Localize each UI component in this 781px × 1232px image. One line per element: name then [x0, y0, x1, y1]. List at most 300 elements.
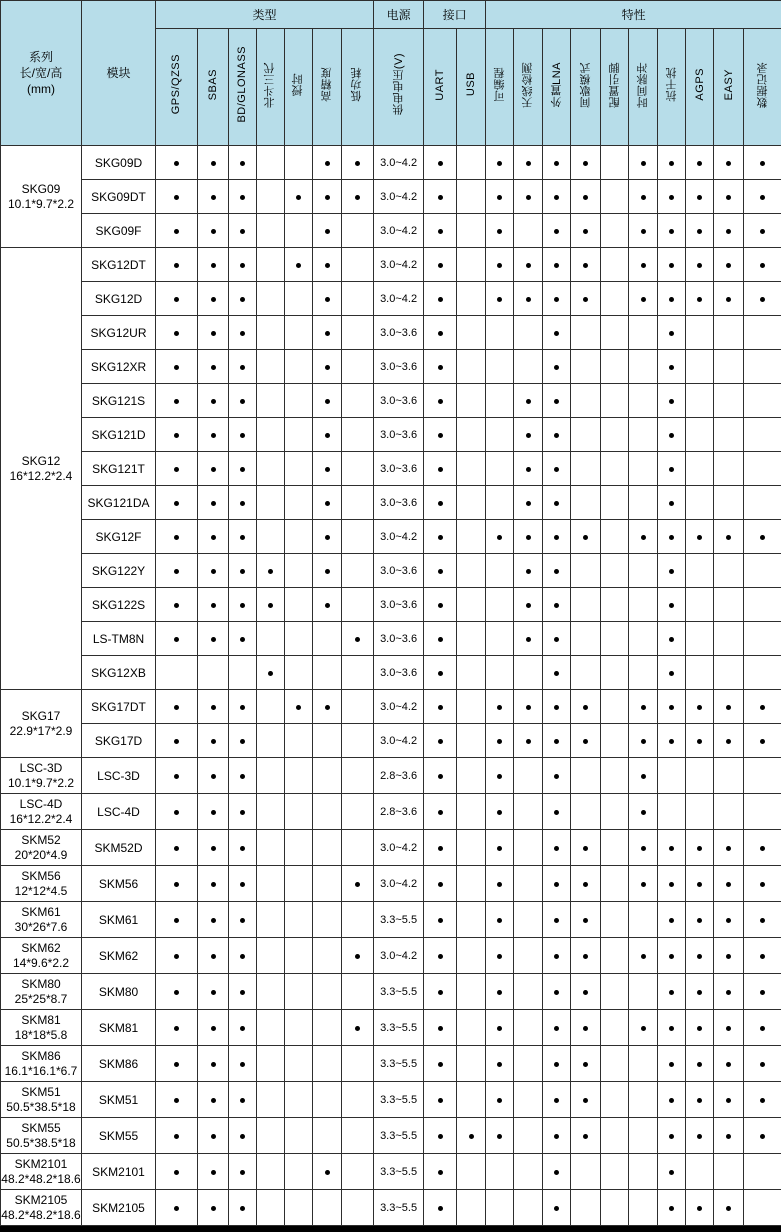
type-cell: [229, 690, 257, 724]
series-cell: [1, 794, 82, 830]
feature-cell: [658, 938, 686, 974]
dot-icon: [526, 399, 531, 404]
feature-cell: [543, 248, 571, 282]
dot-icon: [211, 990, 216, 995]
feature-cell: [601, 282, 629, 316]
type-cell: [342, 974, 374, 1010]
dot-icon: [497, 535, 502, 540]
voltage-cell: 3.0~4.2: [374, 180, 424, 214]
dot-icon: [174, 954, 179, 959]
feature-cell: [543, 758, 571, 794]
series-name: SKM2101: [1, 1157, 81, 1172]
type-cell: [257, 1118, 285, 1154]
type-cell: [229, 1082, 257, 1118]
type-cell: [257, 938, 285, 974]
module-name: SKG12XR: [82, 350, 156, 384]
feature-cell: [571, 656, 601, 690]
column-header-text: USB: [465, 72, 477, 96]
feature-cell: [486, 902, 514, 938]
type-cell: [156, 316, 198, 350]
dot-icon: [438, 671, 443, 676]
dot-icon: [174, 399, 179, 404]
table-row: [1, 1010, 781, 1046]
feature-cell: [601, 794, 629, 830]
dot-icon: [438, 229, 443, 234]
type-cell: [229, 724, 257, 758]
feature-cell: [714, 974, 744, 1010]
module-name: SKM2105: [82, 1190, 156, 1226]
voltage-cell: 3.3~5.5: [374, 974, 424, 1010]
feature-cell: [486, 794, 514, 830]
feature-cell: [658, 146, 686, 180]
feature-cell: [543, 794, 571, 830]
series-size: 16.1*16.1*6.7: [1, 1064, 81, 1079]
voltage-cell: 3.0~3.6: [374, 316, 424, 350]
type-cell: [156, 1082, 198, 1118]
type-cell: [257, 622, 285, 656]
feature-cell: [658, 830, 686, 866]
feature-cell: [514, 1154, 543, 1190]
feature-cell: [658, 554, 686, 588]
dot-icon: [554, 433, 559, 438]
dot-icon: [526, 569, 531, 574]
feature-cell: [486, 724, 514, 758]
dot-icon: [583, 990, 588, 995]
dot-icon: [240, 990, 245, 995]
feature-cell: [744, 690, 781, 724]
type-cell: [313, 830, 342, 866]
dot-icon: [554, 161, 559, 166]
feature-cell: [543, 938, 571, 974]
dot-icon: [526, 195, 531, 200]
type-cell: [285, 214, 313, 248]
type-cell: [313, 1010, 342, 1046]
type-cell: [257, 418, 285, 452]
feature-cell: [571, 282, 601, 316]
type-cell: [156, 146, 198, 180]
feature-cell: [571, 418, 601, 452]
dot-icon: [554, 637, 559, 642]
feature-cell: [629, 520, 658, 554]
type-cell: [285, 180, 313, 214]
feature-cell: [686, 384, 714, 418]
feature-cell: [601, 180, 629, 214]
type-cell: [198, 316, 229, 350]
dot-icon: [355, 954, 360, 959]
dot-icon: [554, 846, 559, 851]
column-header-text: 高精度: [321, 67, 333, 102]
feature-cell: [714, 1154, 744, 1190]
feature-cell: [514, 520, 543, 554]
dot-icon: [240, 433, 245, 438]
interface-cell: [424, 418, 457, 452]
series-cell: [1, 1082, 82, 1118]
feature-cell: [629, 830, 658, 866]
dot-icon: [554, 467, 559, 472]
series-size: 30*26*7.6: [1, 920, 81, 935]
feature-cell: [543, 554, 571, 588]
table-row: [1, 830, 781, 866]
feature-cell: [629, 724, 658, 758]
type-cell: [257, 724, 285, 758]
feature-cell: [658, 588, 686, 622]
type-cell: [285, 690, 313, 724]
type-cell: [156, 214, 198, 248]
feature-cell: [686, 1046, 714, 1082]
interface-cell: [424, 1154, 457, 1190]
type-cell: [198, 974, 229, 1010]
dot-icon: [669, 603, 674, 608]
table-row: [1, 724, 781, 758]
type-cell: [198, 656, 229, 690]
feature-cell: [601, 902, 629, 938]
column-header-text: EASY: [723, 69, 735, 100]
feature-cell: [686, 554, 714, 588]
feature-cell: [714, 1190, 744, 1226]
interface-cell: [424, 1046, 457, 1082]
feature-cell: [714, 830, 744, 866]
dot-icon: [240, 637, 245, 642]
feature-cell: [486, 418, 514, 452]
dot-icon: [211, 433, 216, 438]
dot-icon: [497, 846, 502, 851]
type-cell: [342, 384, 374, 418]
feature-cell: [571, 974, 601, 1010]
type-cell: [229, 452, 257, 486]
feature-cell: [543, 1190, 571, 1226]
dot-icon: [554, 1170, 559, 1175]
type-cell: [285, 282, 313, 316]
type-cell: [342, 794, 374, 830]
type-cell: [229, 758, 257, 794]
feature-cell: [744, 1082, 781, 1118]
column-group-label: 类型: [156, 1, 374, 29]
feature-cell: [686, 146, 714, 180]
feature-cell: [629, 180, 658, 214]
type-cell: [285, 520, 313, 554]
dot-icon: [240, 1206, 245, 1211]
series-cell: [1, 866, 82, 902]
dot-icon: [526, 739, 531, 744]
table-row: [1, 350, 781, 384]
type-cell: [285, 974, 313, 1010]
dot-icon: [211, 535, 216, 540]
feature-cell: [543, 520, 571, 554]
feature-cell: [543, 350, 571, 384]
dot-icon: [211, 229, 216, 234]
column-header: [714, 29, 744, 146]
dot-icon: [641, 774, 646, 779]
dot-icon: [211, 467, 216, 472]
feature-cell: [658, 758, 686, 794]
type-cell: [285, 588, 313, 622]
dot-icon: [669, 1026, 674, 1031]
feature-cell: [571, 486, 601, 520]
type-cell: [342, 1190, 374, 1226]
feature-cell: [543, 622, 571, 656]
type-cell: [257, 554, 285, 588]
dot-icon: [554, 1134, 559, 1139]
feature-cell: [686, 1118, 714, 1154]
feature-cell: [686, 866, 714, 902]
type-cell: [156, 656, 198, 690]
dot-icon: [554, 774, 559, 779]
voltage-cell: 3.0~4.2: [374, 938, 424, 974]
type-cell: [313, 1190, 342, 1226]
feature-cell: [571, 316, 601, 350]
voltage-cell: 3.0~3.6: [374, 622, 424, 656]
dot-icon: [526, 161, 531, 166]
interface-cell: [424, 1190, 457, 1226]
feature-cell: [658, 1118, 686, 1154]
dot-icon: [497, 774, 502, 779]
dot-icon: [760, 1026, 765, 1031]
type-cell: [257, 974, 285, 1010]
series-cell: [1, 902, 82, 938]
type-cell: [198, 282, 229, 316]
dot-icon: [726, 705, 731, 710]
feature-cell: [744, 452, 781, 486]
type-cell: [198, 1010, 229, 1046]
type-cell: [229, 1118, 257, 1154]
feature-cell: [486, 866, 514, 902]
type-cell: [285, 384, 313, 418]
dot-icon: [211, 882, 216, 887]
feature-cell: [571, 214, 601, 248]
feature-cell: [514, 724, 543, 758]
feature-cell: [744, 1190, 781, 1226]
feature-cell: [571, 146, 601, 180]
table-row: [1, 938, 781, 974]
dot-icon: [760, 1098, 765, 1103]
feature-cell: [744, 1010, 781, 1046]
feature-cell: [543, 866, 571, 902]
dot-icon: [669, 846, 674, 851]
type-cell: [229, 830, 257, 866]
dot-icon: [325, 1170, 330, 1175]
dot-icon: [554, 365, 559, 370]
column-group-label: 电源: [374, 1, 424, 29]
dot-icon: [174, 467, 179, 472]
dot-icon: [760, 229, 765, 234]
interface-cell: [457, 830, 486, 866]
column-header-text: 北斗三代: [264, 62, 276, 108]
dot-icon: [697, 1206, 702, 1211]
dot-icon: [497, 810, 502, 815]
dot-icon: [641, 535, 646, 540]
type-cell: [285, 758, 313, 794]
type-cell: [342, 938, 374, 974]
type-cell: [156, 520, 198, 554]
module-name: SKG121T: [82, 452, 156, 486]
dot-icon: [669, 1134, 674, 1139]
feature-cell: [543, 974, 571, 1010]
feature-cell: [543, 1082, 571, 1118]
dot-icon: [211, 637, 216, 642]
module-name: SKG122S: [82, 588, 156, 622]
feature-cell: [744, 656, 781, 690]
dot-icon: [211, 846, 216, 851]
dot-icon: [583, 739, 588, 744]
series-cell: [1, 830, 82, 866]
feature-cell: [543, 418, 571, 452]
dot-icon: [669, 161, 674, 166]
interface-cell: [424, 938, 457, 974]
type-cell: [285, 1118, 313, 1154]
type-cell: [198, 830, 229, 866]
type-cell: [198, 214, 229, 248]
feature-cell: [686, 180, 714, 214]
table-row: [1, 656, 781, 690]
type-cell: [342, 656, 374, 690]
feature-cell: [514, 588, 543, 622]
type-cell: [313, 146, 342, 180]
dot-icon: [174, 1206, 179, 1211]
type-cell: [156, 1154, 198, 1190]
type-cell: [313, 588, 342, 622]
dot-icon: [438, 365, 443, 370]
type-cell: [313, 974, 342, 1010]
module-name: SKM51: [82, 1082, 156, 1118]
dot-icon: [583, 229, 588, 234]
feature-cell: [629, 146, 658, 180]
feature-cell: [629, 902, 658, 938]
module-name: SKM62: [82, 938, 156, 974]
table-row: [1, 794, 781, 830]
series-name: SKM61: [1, 905, 81, 920]
type-cell: [313, 902, 342, 938]
dot-icon: [174, 882, 179, 887]
type-cell: [313, 316, 342, 350]
feature-cell: [658, 1046, 686, 1082]
dot-icon: [438, 846, 443, 851]
table-row: [1, 1082, 781, 1118]
dot-icon: [296, 195, 301, 200]
type-cell: [313, 554, 342, 588]
series-header-line: 系列: [1, 49, 81, 65]
dot-icon: [497, 1134, 502, 1139]
feature-cell: [686, 938, 714, 974]
feature-cell: [714, 794, 744, 830]
dot-icon: [726, 1098, 731, 1103]
feature-cell: [601, 588, 629, 622]
dot-icon: [497, 161, 502, 166]
feature-cell: [571, 1190, 601, 1226]
feature-cell: [714, 146, 744, 180]
voltage-cell: 3.0~4.2: [374, 830, 424, 866]
feature-cell: [686, 690, 714, 724]
voltage-cell: 3.0~4.2: [374, 248, 424, 282]
dot-icon: [174, 637, 179, 642]
feature-cell: [686, 974, 714, 1010]
table-row: [1, 180, 781, 214]
dot-icon: [554, 331, 559, 336]
dot-icon: [554, 263, 559, 268]
dot-icon: [669, 195, 674, 200]
type-cell: [229, 1154, 257, 1190]
type-cell: [156, 1046, 198, 1082]
type-cell: [285, 938, 313, 974]
dot-icon: [240, 1062, 245, 1067]
dot-icon: [497, 739, 502, 744]
type-cell: [198, 794, 229, 830]
column-header: [686, 29, 714, 146]
feature-cell: [514, 1190, 543, 1226]
feature-cell: [543, 830, 571, 866]
feature-cell: [658, 902, 686, 938]
dot-icon: [554, 1206, 559, 1211]
series-cell: [1, 1154, 82, 1190]
dot-icon: [174, 263, 179, 268]
dot-icon: [669, 501, 674, 506]
dot-icon: [240, 569, 245, 574]
table-row: [1, 902, 781, 938]
dot-icon: [240, 467, 245, 472]
dot-icon: [697, 297, 702, 302]
dot-icon: [325, 535, 330, 540]
dot-icon: [240, 954, 245, 959]
interface-cell: [424, 830, 457, 866]
type-cell: [313, 622, 342, 656]
feature-cell: [486, 248, 514, 282]
feature-cell: [686, 452, 714, 486]
dot-icon: [240, 1170, 245, 1175]
feature-cell: [714, 938, 744, 974]
type-cell: [156, 690, 198, 724]
interface-cell: [457, 146, 486, 180]
feature-cell: [744, 350, 781, 384]
module-column-header: 模块: [82, 1, 156, 146]
dot-icon: [296, 263, 301, 268]
column-group-label: 接口: [424, 1, 486, 29]
dot-icon: [240, 846, 245, 851]
dot-icon: [240, 365, 245, 370]
series-size: 22.9*17*2.9: [1, 724, 81, 739]
feature-cell: [514, 830, 543, 866]
module-name: SKG12XB: [82, 656, 156, 690]
table-row: [1, 690, 781, 724]
feature-cell: [543, 902, 571, 938]
interface-cell: [424, 1010, 457, 1046]
type-cell: [313, 1082, 342, 1118]
feature-cell: [514, 866, 543, 902]
dot-icon: [325, 433, 330, 438]
type-cell: [342, 830, 374, 866]
feature-cell: [629, 1118, 658, 1154]
feature-cell: [543, 724, 571, 758]
type-cell: [257, 146, 285, 180]
feature-cell: [514, 418, 543, 452]
column-header-text: 抗干扰: [666, 67, 678, 102]
feature-cell: [543, 180, 571, 214]
feature-cell: [571, 180, 601, 214]
feature-cell: [543, 656, 571, 690]
module-name: SKG12DT: [82, 248, 156, 282]
column-group-label: 特性: [486, 1, 781, 29]
feature-cell: [486, 1118, 514, 1154]
module-name: SKM55: [82, 1118, 156, 1154]
table-row: [1, 1154, 781, 1190]
dot-icon: [726, 535, 731, 540]
feature-cell: [486, 622, 514, 656]
feature-cell: [686, 902, 714, 938]
feature-cell: [658, 1190, 686, 1226]
feature-cell: [629, 588, 658, 622]
interface-cell: [457, 794, 486, 830]
type-cell: [156, 938, 198, 974]
interface-cell: [424, 248, 457, 282]
dot-icon: [526, 263, 531, 268]
